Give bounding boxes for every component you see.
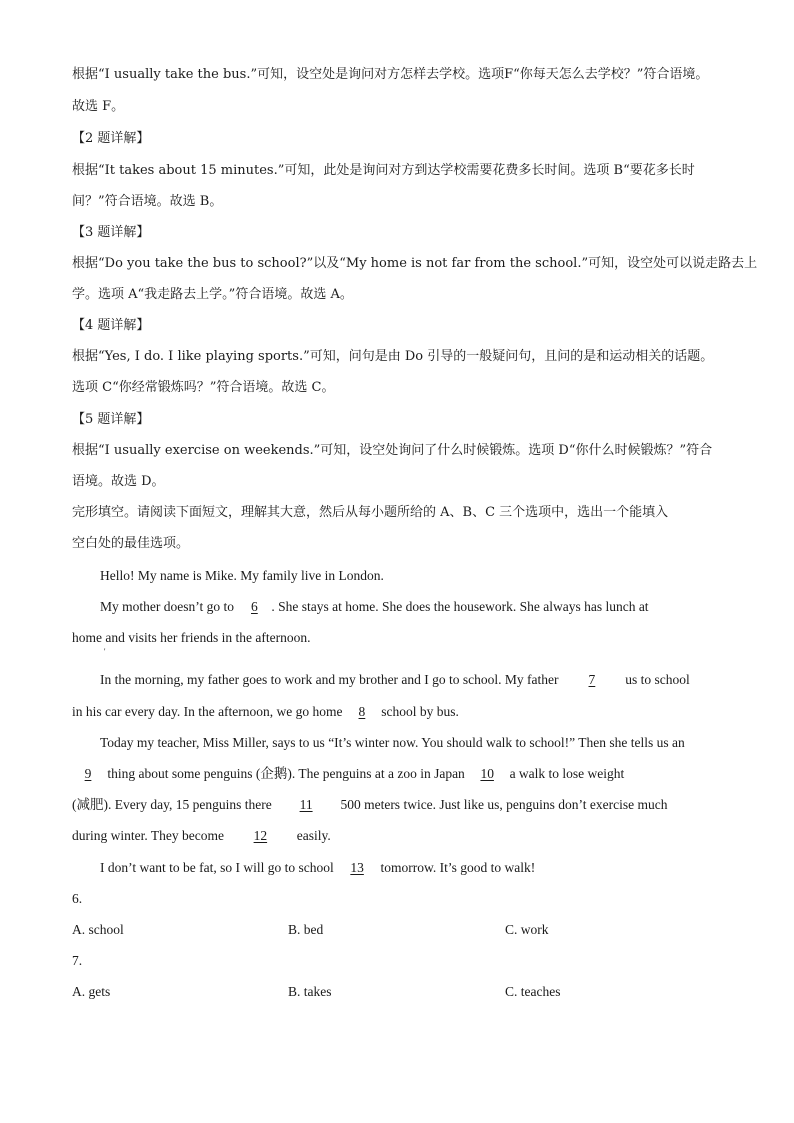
passage-paragraph-4: Today my teacher, Miss Miller, says to us “It’s winter now. You should walk to school!” Then she tells us an (100, 735, 685, 750)
q4-heading: 【4 题详解】 (72, 318, 150, 333)
passage-paragraph-1: Hello! My name is Mike. My family live in London. (100, 568, 384, 583)
question-7-option-c: C. teaches (505, 984, 561, 999)
q2-explanation-line1: 根据“It takes about 15 minutes.”可知，此处是询问对方到达学校需要花费多长时间。选项 B“要花多长时 (72, 163, 695, 178)
q3-explanation-line1: 根据“Do you take the bus to school?”以及“My home is not far from the school.”可知，设空处可以说走路去上 (72, 256, 758, 271)
q1-explanation-line2: 故选 F。 (72, 99, 125, 114)
blank-11: 11 (299, 797, 313, 812)
question-7-option-b: B. takes (288, 984, 332, 999)
passage-paragraph-5: I don’t want to be fat, so I will go to school 13 tomorrow. It’s good to walk! (100, 860, 536, 875)
q3-explanation-line2: 学。选项 A“我走路去上学。”符合语境。故选 A。 (72, 287, 353, 302)
question-6-option-c: C. work (505, 922, 549, 937)
question-6-option-b: B. bed (288, 922, 324, 937)
q5-explanation-line1: 根据“I usually exercise on weekends.”可知，设空处询问了什么时候锻炼。选项 D“你什么时候锻炼？”符合 (72, 443, 713, 458)
cloze-instructions-line2: 空白处的最佳选项。 (72, 536, 190, 551)
question-7-option-a: A. gets (72, 984, 111, 999)
blank-13: 13 (350, 860, 364, 875)
q5-heading: 【5 题详解】 (72, 412, 150, 427)
passage-paragraph-4-line4: during winter. They become 12 easily. (72, 828, 331, 843)
q4-explanation-line2: 选项 C“你经常锻炼吗？”符合语境。故选 C。 (72, 380, 335, 395)
q4-explanation-line1: 根据“Yes, I do. I like playing sports.”可知，问句是由 Do 引导的一般疑问句，且问的是和运动相关的话题。 (72, 349, 714, 364)
blank-7: 7 (588, 672, 596, 687)
q2-heading: 【2 题详解】 (72, 131, 150, 146)
q5-explanation-line2: 语境。故选 D。 (72, 474, 165, 489)
question-7-number: 7. (72, 953, 83, 968)
blank-8: 8 (358, 704, 366, 719)
blank-9: 9 (84, 766, 92, 781)
passage-paragraph-2-cont: home and visits her friends in the afternoon. (72, 630, 311, 645)
passage-paragraph-4-line3: (减肥). Every day, 15 penguins there 11 500 meters twice. Just like us, penguins don’t exercise much (72, 797, 668, 812)
q2-explanation-line2: 间？”符合语境。故选 B。 (72, 194, 223, 209)
blank-6: 6 (251, 599, 258, 614)
passage-paragraph-2: My mother doesn’t go to 6 . She stays at home. She does the housework. She always has lunch at (100, 599, 649, 614)
question-6-option-a: A. school (72, 922, 124, 937)
passage-paragraph-3: In the morning, my father goes to work and my brother and I go to school. My father 7 us to school (100, 672, 690, 687)
stray-mark: ' (104, 647, 106, 656)
blank-12: 12 (253, 828, 268, 843)
blank-10: 10 (480, 766, 494, 781)
question-6-number: 6. (72, 891, 83, 906)
q1-explanation-line1: 根据“I usually take the bus.”可知，设空处是询问对方怎样去学校。选项F“你每天怎么去学校？”符合语境。 (72, 67, 709, 82)
cloze-instructions-line1: 完形填空。请阅读下面短文，理解其大意，然后从每小题所给的 A、B、C 三个选项中，选出一个能填入 (72, 505, 669, 520)
passage-paragraph-3-cont: in his car every day. In the afternoon, we go home 8 school by bus. (72, 704, 459, 719)
passage-paragraph-4-line2: 9 thing about some penguins (企鹅). The penguins at a zoo in Japan 10 a walk to lose weight (72, 765, 732, 783)
q3-heading: 【3 题详解】 (72, 225, 150, 240)
